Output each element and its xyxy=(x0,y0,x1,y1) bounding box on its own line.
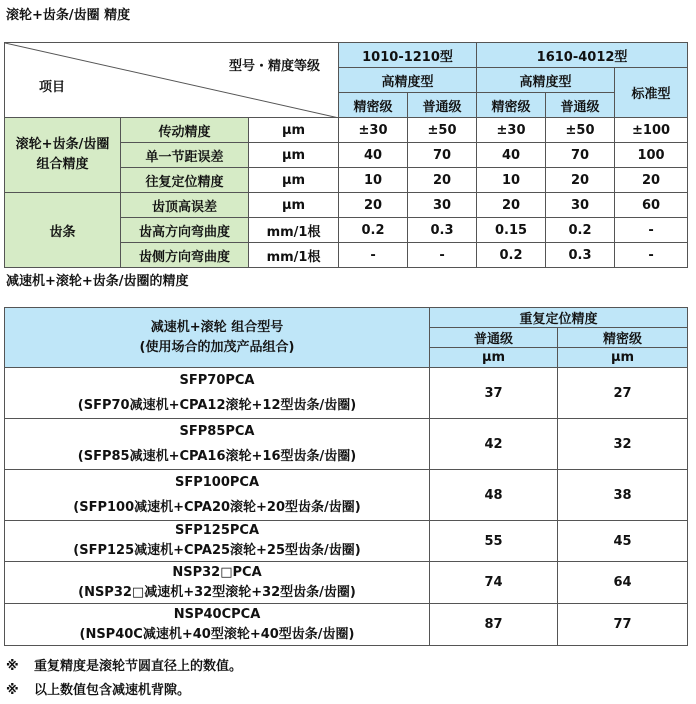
precise-value: 38 xyxy=(558,470,688,521)
row-value: 100 xyxy=(615,143,688,168)
row-item: 齿侧方向弯曲度 xyxy=(121,243,249,268)
row-unit: mm/1根 xyxy=(249,218,339,243)
normal-value: 37 xyxy=(430,368,558,419)
header-group-a: 1010-1210型 xyxy=(339,43,477,68)
section1-title: 滚轮+齿条/齿圈 精度 xyxy=(6,8,131,23)
row-unit: μm xyxy=(249,143,339,168)
note-mark: ※ xyxy=(6,659,19,674)
row-value: 10 xyxy=(339,168,408,193)
row-value: ±100 xyxy=(615,118,688,143)
header-combo-line1: 减速机+滚轮 组合型号 xyxy=(150,319,284,335)
combo-cell xyxy=(5,604,430,646)
combo-model: SFP85PCA xyxy=(179,424,255,439)
combo-model: NSP32□PCA xyxy=(172,564,262,580)
header-unit-precise: μm xyxy=(558,348,688,368)
header-unit-normal: μm xyxy=(430,348,558,368)
row-value: ±30 xyxy=(339,118,408,143)
combo-model: NSP40CPCA xyxy=(173,606,261,622)
combo-desc: (NSP32□减速机+32型滚轮+32型齿条/齿圈) xyxy=(78,584,356,600)
header-group-b: 1610-4012型 xyxy=(477,43,688,68)
header-normal-a: 普通级 xyxy=(408,93,477,118)
row-value: - xyxy=(408,243,477,268)
row-value: 20 xyxy=(339,193,408,218)
row-unit: μm xyxy=(249,168,339,193)
precision-table xyxy=(4,42,688,268)
normal-value: 87 xyxy=(430,604,558,646)
row-value: - xyxy=(615,243,688,268)
normal-value: 42 xyxy=(430,419,558,470)
row-item: 传动精度 xyxy=(121,118,249,143)
note-mark: ※ xyxy=(6,683,19,698)
row-value: 0.2 xyxy=(339,218,408,243)
header-precise: 精密级 xyxy=(558,328,688,348)
row-value: 0.3 xyxy=(546,243,615,268)
combo-desc: (SFP125减速机+CPA25滚轮+25型齿条/齿圈) xyxy=(73,543,361,558)
header-high-precision-a: 高精度型 xyxy=(339,68,477,93)
combo-model: SFP100PCA xyxy=(174,475,260,490)
header-high-precision-b: 高精度型 xyxy=(477,68,615,93)
header-standard: 标准型 xyxy=(615,68,688,118)
row-value: ±50 xyxy=(546,118,615,143)
precise-value: 45 xyxy=(558,521,688,562)
row-item: 单一节距误差 xyxy=(121,143,249,168)
header-model-grade: 型号・精度等级 xyxy=(229,59,321,74)
combo-cell xyxy=(5,470,430,521)
precise-value: 32 xyxy=(558,419,688,470)
header-item: 项目 xyxy=(39,80,66,95)
row-value: 40 xyxy=(339,143,408,168)
row-value: 20 xyxy=(408,168,477,193)
row-value: 0.3 xyxy=(408,218,477,243)
header-precise-a: 精密级 xyxy=(339,93,408,118)
row-value: 30 xyxy=(408,193,477,218)
row-value: 20 xyxy=(546,168,615,193)
combo-cell xyxy=(5,521,430,562)
combo-desc: (SFP70减速机+CPA12滚轮+12型齿条/齿圈) xyxy=(77,398,357,413)
combo-desc: (SFP100减速机+CPA20滚轮+20型齿条/齿圈) xyxy=(73,500,361,515)
row-value: - xyxy=(339,243,408,268)
note xyxy=(6,655,242,674)
combo-cell xyxy=(5,562,430,604)
header-normal: 普通级 xyxy=(430,328,558,348)
combo-model: SFP125PCA xyxy=(174,523,260,538)
combo-desc: (SFP85减速机+CPA16滚轮+16型齿条/齿圈) xyxy=(77,449,357,464)
section2-title: 减速机+滚轮+齿条/齿圈的精度 xyxy=(6,274,189,289)
note-text: 以上数值包含减速机背隙。 xyxy=(34,683,191,698)
precise-value: 77 xyxy=(558,604,688,646)
row-value: ±50 xyxy=(408,118,477,143)
row-unit: μm xyxy=(249,118,339,143)
precise-value: 64 xyxy=(558,562,688,604)
row-item: 齿顶高误差 xyxy=(121,193,249,218)
group-name: 齿条 xyxy=(5,193,121,268)
row-value: 10 xyxy=(477,168,546,193)
header-precise-b: 精密级 xyxy=(477,93,546,118)
normal-value: 48 xyxy=(430,470,558,521)
header-combo-model xyxy=(5,308,430,368)
combo-model: SFP70PCA xyxy=(179,373,255,388)
combo-desc: (NSP40C减速机+40型滚轮+40型齿条/齿圈) xyxy=(79,626,355,642)
row-value: 70 xyxy=(546,143,615,168)
note-text: 重复精度是滚轮节圆直径上的数值。 xyxy=(34,659,243,674)
row-value: 40 xyxy=(477,143,546,168)
header-diagonal-cell xyxy=(5,43,339,118)
header-normal-b: 普通级 xyxy=(546,93,615,118)
repeat-precision-table xyxy=(4,307,688,646)
combo-cell xyxy=(5,368,430,419)
precise-value: 27 xyxy=(558,368,688,419)
row-value: 20 xyxy=(615,168,688,193)
header-combo-line2: (使用场合的加茂产品组合) xyxy=(139,339,295,355)
combo-cell xyxy=(5,419,430,470)
normal-value: 55 xyxy=(430,521,558,562)
normal-value: 74 xyxy=(430,562,558,604)
row-unit: μm xyxy=(249,193,339,218)
row-value: 20 xyxy=(477,193,546,218)
header-repeat-precision: 重复定位精度 xyxy=(430,308,688,328)
row-item: 齿高方向弯曲度 xyxy=(121,218,249,243)
row-value: 0.2 xyxy=(477,243,546,268)
row-value: 60 xyxy=(615,193,688,218)
row-value: 0.15 xyxy=(477,218,546,243)
row-value: 30 xyxy=(546,193,615,218)
row-value: 0.2 xyxy=(546,218,615,243)
row-value: 70 xyxy=(408,143,477,168)
group-name: 滚轮+齿条/齿圈 组合精度 xyxy=(5,118,121,193)
row-value: - xyxy=(615,218,688,243)
row-item: 往复定位精度 xyxy=(121,168,249,193)
note xyxy=(6,679,190,698)
row-unit: mm/1根 xyxy=(249,243,339,268)
row-value: ±30 xyxy=(477,118,546,143)
